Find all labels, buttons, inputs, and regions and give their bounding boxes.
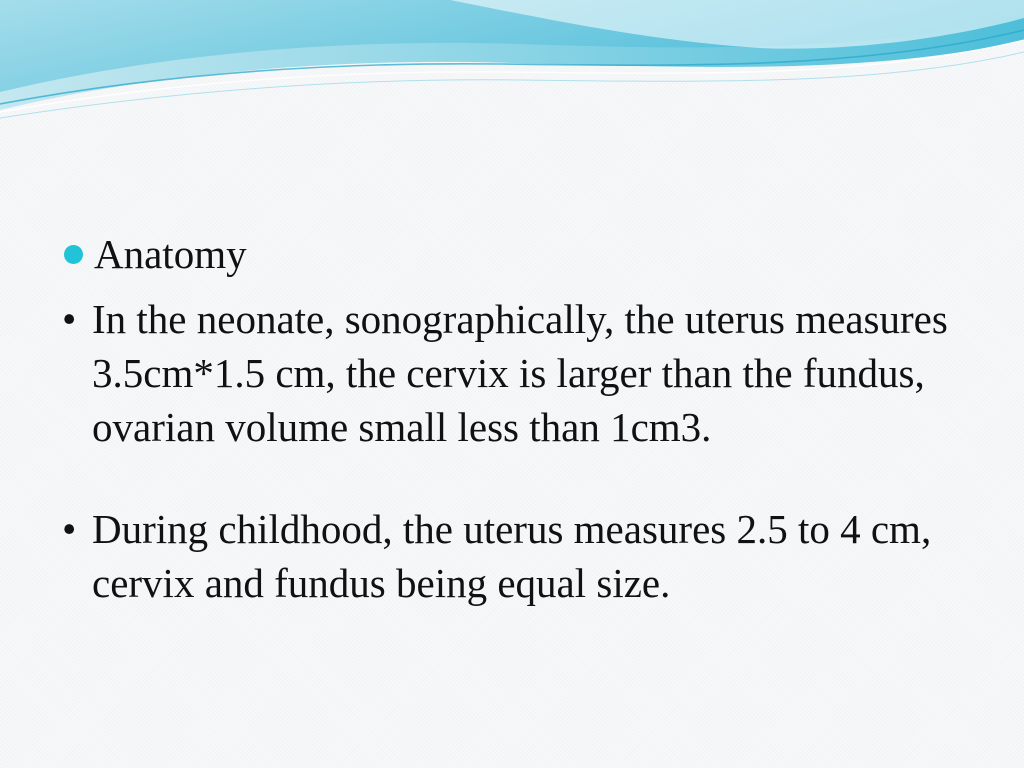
slide-body: [60, 228, 980, 610]
heading-row: [60, 228, 980, 280]
paragraph-neonate-text: In the neonate, sonographically, the uterus measures 3.5cm*1.5 cm, the cervix is larger than the fundus, ovarian volume small less than 1cm3.: [92, 296, 948, 450]
slide-heading: Anatomy: [94, 231, 247, 277]
paragraph-childhood-text: During childhood, the uterus measures 2.5 to 4 cm, cervix and fundus being equal size.: [92, 506, 932, 606]
bullet-paragraph-neonate: [60, 292, 980, 454]
bullet-dot-icon: •: [62, 506, 77, 552]
bullet-paragraph-childhood: [60, 502, 980, 610]
header-wave-decoration: [0, 0, 1024, 130]
filled-circle-bullet-icon: [64, 245, 83, 264]
bullet-dot-icon: •: [62, 296, 77, 342]
